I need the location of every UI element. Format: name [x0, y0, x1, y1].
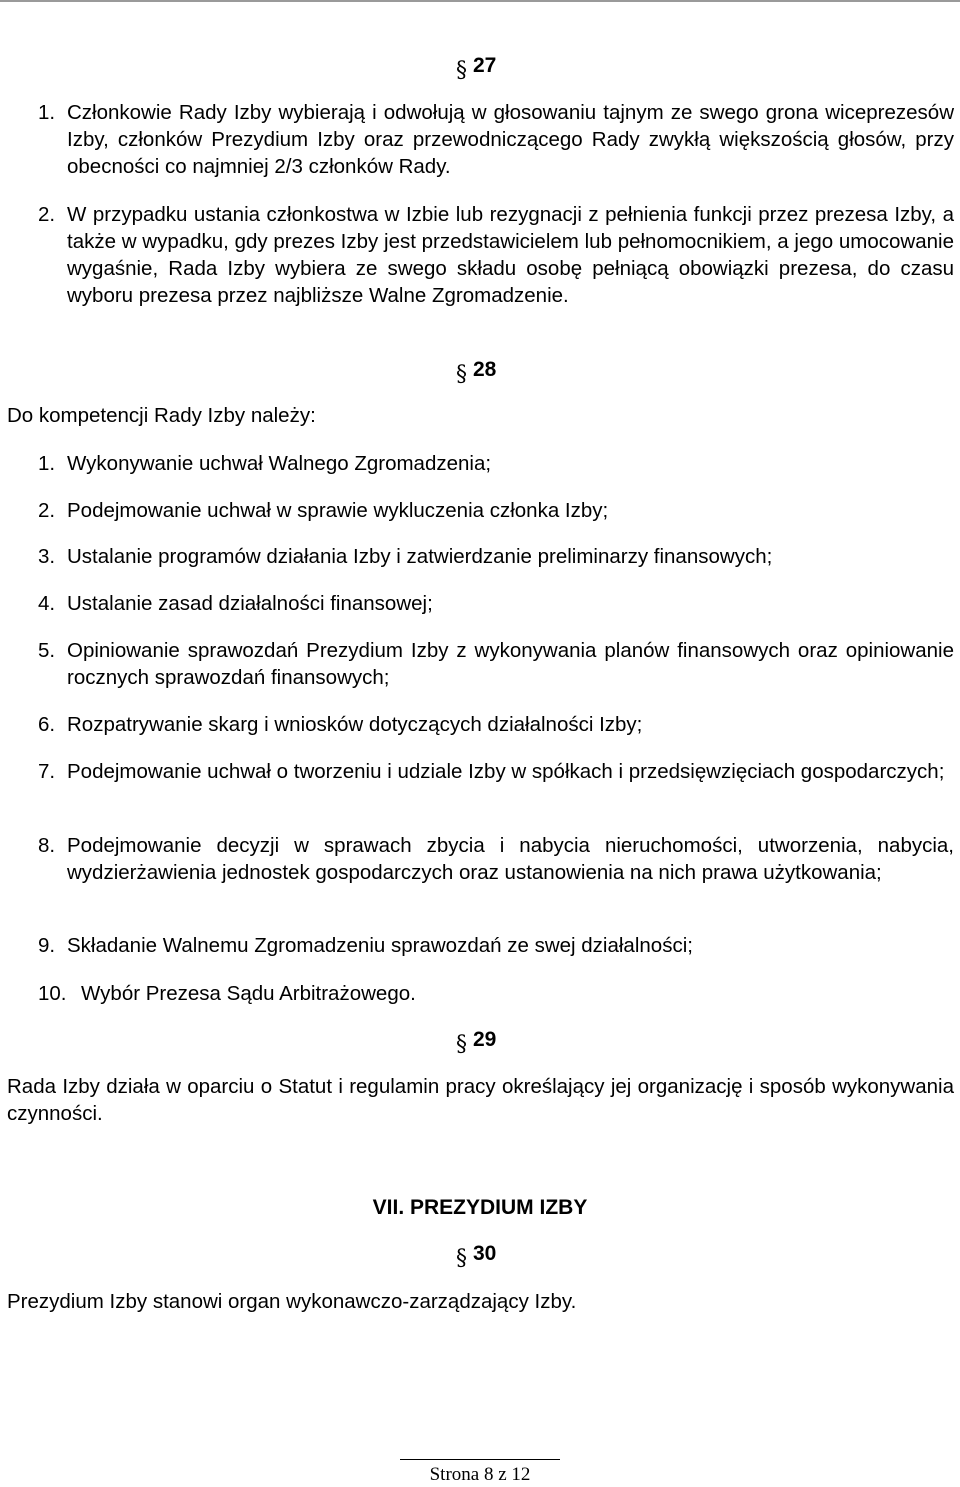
top-border: [0, 0, 960, 2]
item-number: 7.: [38, 760, 56, 783]
item-text: Wykonywanie uchwał Walnego Zgromadzenia;: [67, 452, 492, 475]
item-text: W przypadku ustania członkostwa w Izbie lub rezygnacji z pełnienia funkcji przez prezesa Izby, a także w wypadku, gdy prezes Izby jest przedstawicielem lub pełnomocnikiem, a jego umocowanie wygaśnie, Rada Izby wybiera ze swego składu osobę pełniącą obowiązki prezesa, do czasu wyboru prezesa przez najbliższe Walne Zgromadzenie.: [67, 203, 954, 307]
footer-divider: [400, 1459, 560, 1460]
item-number: 8.: [38, 834, 56, 857]
section-symbol: §: [456, 58, 467, 83]
section-number: 27: [473, 54, 497, 77]
item-number: 1.: [38, 101, 56, 124]
section-28-heading: [456, 356, 496, 388]
item-text: Ustalanie programów działania Izby i zatwierdzanie preliminarzy finansowych;: [67, 545, 773, 568]
item-text: Podejmowanie uchwał w sprawie wykluczenia członka Izby;: [67, 499, 609, 522]
section-30-text: Prezydium Izby stanowi organ wykonawczo-zarządzający Izby.: [7, 1290, 577, 1313]
item-text: Członkowie Rady Izby wybierają i odwołują w głosowaniu tajnym ze swego grona wiceprezesów Izby, członków Prezydium Izby oraz przewodniczącego Rady zwykłą większością głosów, przy obecności co najmniej 2/3 członków Rady.: [67, 101, 954, 178]
section-29-heading: [456, 1026, 496, 1058]
item-text: Ustalanie zasad działalności finansowej;: [67, 592, 433, 615]
item-text: Składanie Walnemu Zgromadzeniu sprawozdań ze swej działalności;: [67, 934, 693, 957]
section-symbol: §: [456, 1246, 467, 1271]
item-number: 3.: [38, 545, 56, 568]
item-text: Podejmowanie uchwał o tworzeniu i udziale Izby w spółkach i przedsięwzięciach gospodarczych;: [67, 760, 945, 783]
item-number: 2.: [38, 499, 56, 522]
chapter-title: VII. PREZYDIUM IZBY: [372, 1196, 588, 1219]
section-27-heading: [456, 52, 496, 84]
item-number: 10.: [38, 982, 67, 1005]
section-29-text: Rada Izby działa w oparciu o Statut i regulamin pracy określający jej organizację i sposób wykonywania czynności.: [7, 1075, 954, 1125]
item-number: 4.: [38, 592, 56, 615]
item-text: Podejmowanie decyzji w sprawach zbycia i nabycia nieruchomości, utworzenia, nabycia, wydzierżawienia jednostek gospodarczych oraz ustanowienia na nich prawa użytkowania;: [67, 834, 954, 884]
item-text: Opiniowanie sprawozdań Prezydium Izby z wykonywania planów finansowych oraz opiniowanie rocznych sprawozdań finansowych;: [67, 639, 954, 689]
item-number: 1.: [38, 452, 56, 475]
item-text: Wybór Prezesa Sądu Arbitrażowego.: [81, 982, 416, 1005]
section-30-heading: [456, 1240, 496, 1272]
section-number: 29: [473, 1028, 497, 1051]
section-28-intro: Do kompetencji Rady Izby należy:: [7, 404, 316, 427]
item-number: 2.: [38, 203, 56, 226]
section-number: 28: [473, 358, 497, 381]
item-number: 5.: [38, 639, 56, 662]
section-symbol: §: [456, 362, 467, 387]
section-number: 30: [473, 1242, 497, 1265]
item-number: 9.: [38, 934, 56, 957]
item-number: 6.: [38, 713, 56, 736]
page-number: Strona 8 z 12: [429, 1464, 531, 1485]
item-text: Rozpatrywanie skarg i wniosków dotyczących działalności Izby;: [67, 713, 643, 736]
section-symbol: §: [456, 1032, 467, 1057]
